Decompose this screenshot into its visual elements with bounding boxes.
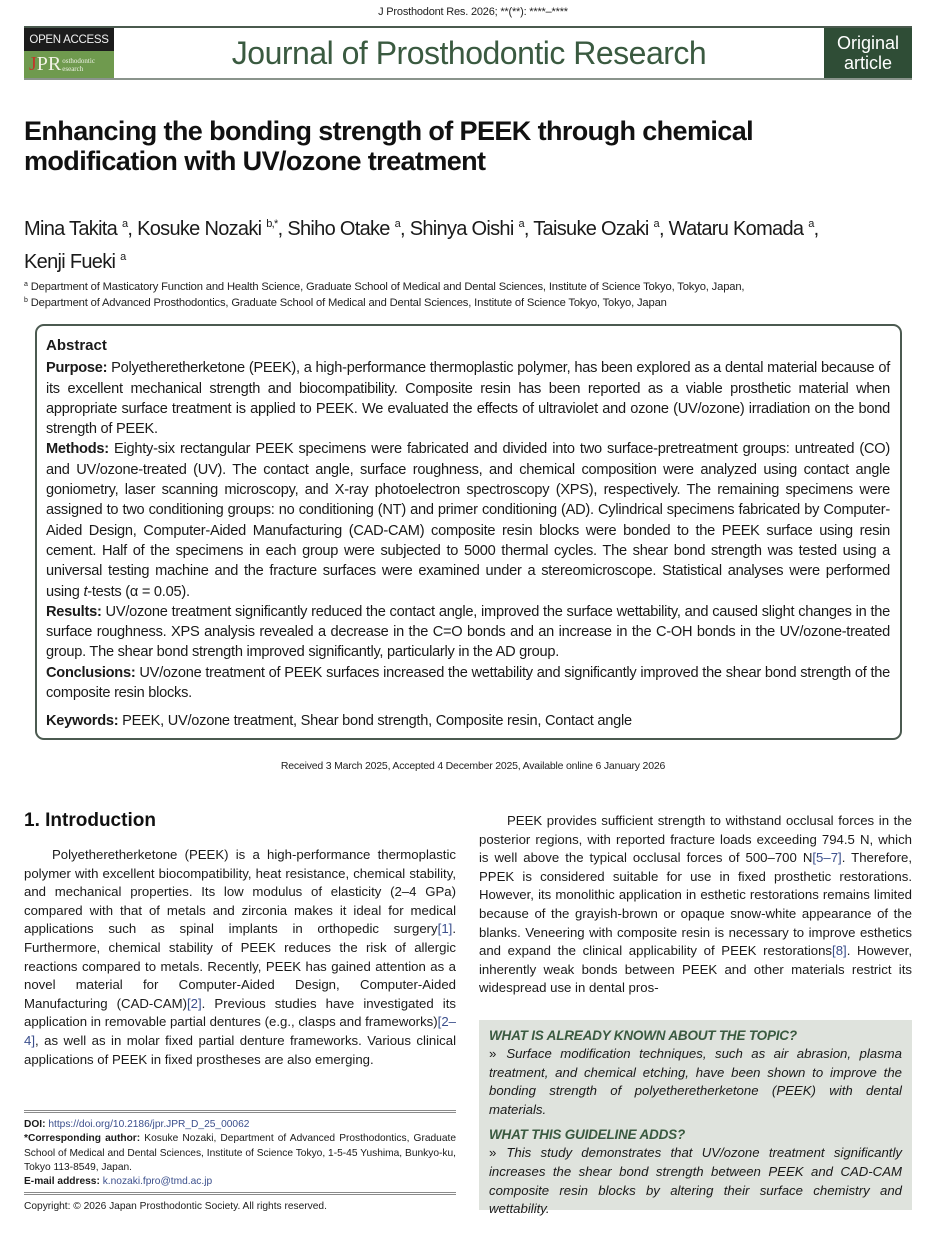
highlight-adds-text: » This study demonstrates that UV/ozone treatment significantly increases the shear bond strength between PEEK and CAD-CAM composite resin blocks by altering their surface chemistry and wettability. <box>489 1145 902 1217</box>
bullet-icon: » <box>489 1046 497 1061</box>
journal-masthead <box>24 26 912 80</box>
section-heading-introduction: 1. Introduction <box>24 810 156 831</box>
author[interactable]: Shiho Otake <box>287 218 390 240</box>
abstract-heading: Abstract <box>46 337 107 354</box>
abstract-methods: Methods: Eighty-six rectangular PEEK specimens were fabricated and divided into two surface-pretreatment groups: untreated (CO) and UV/ozone-treated (UV). The contact angle, surface roughness, and chemical composition were analyzed using contact angle goniometry, laser scanning microscopy, and X-ray photoelectron spectroscopy (XPS), respectively. The remaining specimens were assigned to two conditioning groups: no conditioning (NT) and primer conditioning (AD). Cylindrical specimens fabricated by Computer-Aided Design, Computer-Aided Manufacturing (CAD-CAM) composite resin blocks were bonded to the PEEK surface using resin cement. Half of the specimens in each group were subjected to 5000 thermal cycles. The shear bond strength was tested using a universal testing machine and the fracture surfaces were examined under a stereomicroscope. Statistical analyses were performed using t-tests (α = 0.05). <box>46 441 890 600</box>
open-access-badge: OPEN ACCESS <box>24 28 114 51</box>
article-title: Enhancing the bonding strength of PEEK through chemical modification with UV/ozone treatment <box>24 116 754 176</box>
journal-name: Journal of Prosthodontic Research <box>231 35 707 71</box>
affiliation: $^a$ Department of Masticatory Function and Health Science, Graduate School of Medical and Dental Sciences, Institute of Science Tokyo, Tokyo, Japan, <box>24 281 745 293</box>
intro-paragraph-2: PEEK provides sufficient strength to withstand occlusal forces in the posterior regions, with reported fracture loads exceeding 794.5 N, which is well above the typical occlusal forces of 500–700 N[5–7]. Therefore, PPEK is considered suitable for use in fixed prosthetic restorations. However, its monolithic application in esthetic restorations remains limited because of the grayish-brown or opaque snow-white appearance of the blanks. Veneering with composite resin is necessary to improve esthetics and expand the clinical applicability of PEEK restorations[8]. However, inherently weak bonds between PEEK and other materials restrict its widespread use in dental pros- <box>479 813 912 996</box>
journal-logo <box>24 28 114 78</box>
email-line: E-mail address: k.nozaki.fpro@tmd.ac.jp <box>24 1176 213 1188</box>
highlight-heading-adds: WHAT THIS GUIDELINE ADDS? <box>489 1127 685 1143</box>
author[interactable]: Wataru Komada <box>668 218 804 240</box>
left-column <box>24 810 456 1069</box>
citation-link[interactable]: [5–7] <box>812 850 842 866</box>
author[interactable]: Shinya Oishi <box>409 218 514 240</box>
citation-link[interactable]: [8] <box>832 943 847 959</box>
abstract-purpose: Purpose: Polyetheretherketone (PEEK), a high-performance thermoplastic polymer, has been explored as a dental material because of its excellent mechanical strength and biocompatibility. Composite resin has been reported as a viable prosthetic material when appropriate surface treatment is applied to PEEK. We evaluated the effects of ultraviolet and ozone (UV/ozone) irradiation on the bond strength of PEEK. <box>46 360 890 438</box>
bullet-icon: » <box>489 1145 497 1161</box>
affiliations <box>24 278 924 310</box>
doi-line: DOI: https://doi.org/10.2186/jpr.JPR_D_25_00062 <box>24 1119 250 1130</box>
abstract-conclusions: Conclusions: UV/ozone treatment of PEEK surfaces increased the wettability and significantly improved the shear bond strength of the composite resin blocks. <box>46 664 890 702</box>
abstract-box <box>35 324 902 740</box>
citation-link[interactable]: [2–4] <box>24 1014 456 1048</box>
intro-paragraph-1: Polyetheretherketone (PEEK) is a high-performance thermoplastic polymer with excellent biocompatibility, heat resistance, chemical stability, and mechanical properties. Its low modulus of elasticity (2–4 GPa) compared with that of metals and zirconia makes it ideal for medical applications such as spinal implants in orthopedic surgery[1]. Furthermore, chemical stability of PEEK reduces the risk of allergic reactions compared to metals. Recently, PEEK has gained attention as a novel material for Computer-Aided Design, Computer-Aided Manufacturing (CAD-CAM)[2]. Previous studies have investigated its application in removable partial dentures (e.g., clasps and frameworks)[2–4], as well as in molar fixed partial denture frameworks. Various clinical applications of PEEK in fixed prostheses are also emerging. <box>24 847 456 1067</box>
right-column <box>479 812 912 998</box>
running-head: J Prosthodont Res. 2026; **(**): ****–**** <box>378 6 568 18</box>
abstract-results: Results: UV/ozone treatment significantly reduced the contact angle, improved the surface wettability, and caused slight changes in the surface roughness. XPS analysis revealed a decrease in the C=O bonds and an increase in the C-OH bonds in the UV/ozone-treated group. The shear bond strength improved significantly, particularly in the AD group. <box>46 603 890 661</box>
highlights-box <box>479 1020 912 1217</box>
author[interactable]: Mina Takita <box>24 218 118 240</box>
author[interactable]: Kenji Fueki <box>24 251 116 273</box>
copyright: Copyright: © 2026 Japan Prosthodontic Society. All rights reserved. <box>24 1192 456 1212</box>
highlight-known-text: » Surface modification techniques, such as air abrasion, plasma treatment, and chemical etching, have been shown to improve the bonding strength of polyetheretherketone (PEEK) with dental materials. <box>489 1046 902 1117</box>
article-type-badge: Original article <box>824 28 912 78</box>
publication-dates: Received 3 March 2025, Accepted 4 December 2025, Available online 6 January 2026 <box>280 760 666 772</box>
doi-link[interactable]: https://doi.org/10.2186/jpr.JPR_D_25_00062 <box>45 1119 250 1130</box>
author[interactable]: Taisuke Ozaki <box>533 218 649 240</box>
corresponding-author: *Corresponding author: Kosuke Nozaki, Department of Advanced Prosthodontics, Graduate School of Medical and Dental Sciences, Institute of Science Tokyo, 1-5-45 Yushima, Bunkyo-ku, Tokyo 113-8549, Japan. <box>24 1133 456 1173</box>
keywords: Keywords: PEEK, UV/ozone treatment, Shear bond strength, Composite resin, Contact angle <box>46 713 632 730</box>
jpr-logo-icon: J PR osthodontic esearch <box>24 51 114 78</box>
article-footnotes <box>24 1110 456 1189</box>
email-link[interactable]: k.nozaki.fpro@tmd.ac.jp <box>99 1176 213 1188</box>
citation-link[interactable]: [1] <box>437 921 453 937</box>
author[interactable]: Kosuke Nozaki <box>137 218 262 240</box>
highlight-heading-known: WHAT IS ALREADY KNOWN ABOUT THE TOPIC? <box>489 1028 797 1043</box>
affiliation: $^b$ Department of Advanced Prosthodontics, Graduate School of Medical and Dental Sciences, Institute of Science Tokyo, Tokyo, Japan <box>24 297 667 309</box>
author-list: Mina Takita $^a$, Kosuke Nozaki $^{b,*}$, Shiho Otake $^a$, Shinya Oishi $^a$, Taisuke Ozaki $^a$, Wataru Komada $^a$, Kenji Fueki $^a$ <box>24 218 819 273</box>
citation-link[interactable]: [2] <box>186 995 202 1011</box>
